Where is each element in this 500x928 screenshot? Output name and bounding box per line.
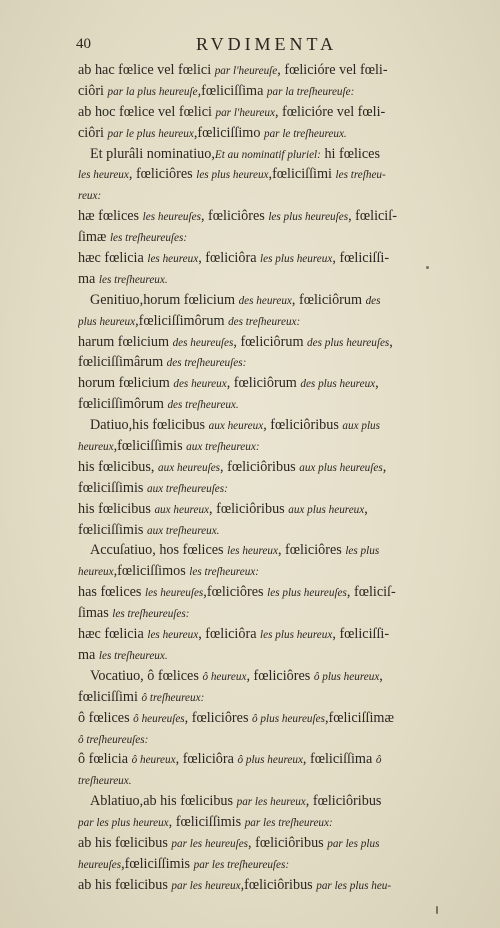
latin-text: has fœlices (78, 584, 145, 601)
french-gloss: des treſheureux. (167, 399, 239, 412)
french-gloss: ô heureux (202, 670, 247, 683)
latin-text: Vocatiuo, ô fœlices (90, 667, 203, 684)
latin-text: , fœliciſſi- (332, 626, 390, 643)
french-gloss: heureux (78, 566, 114, 579)
latin-text: ab his fœlicibus (78, 876, 172, 893)
text-line (78, 520, 474, 541)
text-line (78, 833, 474, 854)
latin-text: ſimæ (78, 229, 110, 246)
latin-text: , fœliciôres (128, 166, 197, 183)
text-line (78, 394, 474, 415)
latin-text: ,fœliciſſimi (268, 166, 336, 183)
french-gloss: par les heureux (236, 796, 306, 809)
latin-text: , fœliciôrum (291, 291, 366, 308)
french-gloss: les plus heureux (260, 629, 333, 642)
latin-text: , fœlicióre vel fœli- (277, 62, 388, 78)
latin-text: ,fœliciôres (203, 584, 268, 601)
latin-text: , fœliciſſi- (332, 250, 390, 267)
french-gloss: des treſheureux: (228, 315, 301, 328)
french-gloss: les heureux (147, 253, 199, 266)
paper-speck (436, 906, 438, 914)
french-gloss: treſheureux. (78, 775, 132, 788)
french-gloss: des plus heureuſes (307, 336, 390, 349)
latin-text: ſimas (78, 605, 113, 622)
latin-text: harum fœlicium (78, 333, 173, 350)
text-line (78, 436, 474, 457)
latin-text: Datiuo,his fœlicibus (90, 417, 209, 434)
text-line (78, 457, 474, 478)
latin-text: , (364, 500, 368, 517)
french-gloss: des heureux (238, 294, 292, 307)
text-line (78, 60, 474, 81)
latin-text: , fœliciôribus (248, 834, 328, 851)
latin-text: horum fœlicium (78, 375, 174, 392)
french-gloss: par l'heureuſe (214, 65, 278, 77)
text-line (78, 185, 474, 206)
text-line (78, 561, 474, 582)
latin-text: , fœliciôra (198, 626, 261, 643)
latin-text: ,fœliciſſimo (193, 124, 264, 141)
latin-text: fœliciſſimôrum (78, 396, 168, 413)
text-line (78, 499, 474, 520)
latin-text: ,fœliciſſimis (121, 855, 194, 872)
latin-text: ,fœliciſſimis (113, 438, 187, 455)
text-line (78, 332, 474, 353)
page-number: 40 (76, 36, 91, 52)
latin-text: , (375, 375, 379, 392)
french-gloss: aux heureux (208, 420, 264, 433)
latin-text: ciôri (78, 124, 108, 141)
french-gloss: des treſheureuſes: (166, 357, 247, 370)
french-gloss: les treſheureux: (189, 566, 259, 579)
text-line (78, 791, 474, 812)
french-gloss: heureuſes (78, 858, 122, 871)
french-gloss: aux treſheureux: (186, 441, 260, 454)
french-gloss: les plus (345, 545, 380, 558)
latin-text: , fœliciôra (175, 751, 238, 768)
latin-text: , fœliciôres (277, 542, 346, 559)
latin-text: ab hac fœlice vel fœlici (78, 62, 215, 78)
latin-text: , fœliciôribus (305, 793, 382, 810)
latin-text: , fœliciſ- (346, 584, 396, 601)
text-line (78, 269, 474, 290)
latin-text: , fœliciôres (184, 709, 253, 726)
text-line (78, 123, 474, 144)
french-gloss: ô (375, 754, 382, 767)
french-gloss: les treſheureux. (98, 649, 168, 662)
french-gloss: par la plus heureuſe (107, 85, 198, 98)
french-gloss: aux treſheureuſes: (146, 482, 228, 495)
french-gloss: les plus heureuſes (268, 211, 349, 224)
text-line (78, 311, 474, 332)
page-header (76, 34, 460, 58)
french-gloss: des plus heureux (300, 378, 376, 391)
text-line (78, 875, 474, 896)
latin-text: hæc fœlicia (78, 250, 148, 267)
text-line (78, 206, 474, 227)
latin-text: , fœlicióre vel fœli- (274, 103, 386, 120)
latin-text: , (379, 667, 383, 684)
french-gloss: ô plus heureux (313, 670, 380, 683)
text-line (78, 227, 474, 248)
latin-text: Ablatiuo,ab his fœlicibus (90, 793, 237, 810)
french-gloss: heureux (78, 441, 114, 454)
french-gloss: aux heureuſes (158, 461, 221, 474)
latin-text: fœliciſſimârum (78, 354, 167, 371)
text-line (78, 645, 474, 666)
text-line (78, 603, 474, 624)
french-gloss: par les plus heu- (316, 879, 392, 892)
french-gloss: par les plus heureux (78, 817, 169, 830)
latin-text: Et plurâli nominatiuo, (90, 145, 215, 162)
text-line (78, 144, 474, 165)
text-line (78, 770, 474, 791)
french-gloss: les treſheureuſes: (109, 232, 188, 245)
text-line (78, 666, 474, 687)
french-gloss: les plus heureuſes (267, 587, 347, 600)
latin-text: ab hoc fœlice vel fœlici (78, 103, 216, 120)
french-gloss: par les treſheureuſes: (193, 858, 290, 871)
french-gloss: par l'heureux (215, 106, 275, 119)
french-gloss: les heureuſes (144, 587, 204, 600)
french-gloss: des (365, 294, 381, 307)
latin-text: Accuſatiuo, hos fœlices (90, 542, 228, 559)
text-line (78, 415, 474, 436)
french-gloss: les heureux (78, 169, 129, 182)
text-line (78, 373, 474, 394)
text-line (78, 812, 474, 833)
latin-text: , fœliciôra (198, 250, 261, 267)
body-text (78, 60, 474, 896)
french-gloss: les treſheu- (335, 169, 386, 182)
latin-text: fœliciſſimi (78, 688, 142, 705)
french-gloss: aux plus (342, 420, 381, 433)
text-line (78, 540, 474, 561)
latin-text: Genitiuo,horum fœlicium (90, 291, 239, 308)
text-line (78, 248, 474, 269)
latin-text: ô fœlicia (78, 751, 132, 768)
latin-text: ,fœliciôribus (240, 876, 317, 893)
latin-text: , (382, 458, 387, 475)
french-gloss: ô treſheureux: (141, 691, 205, 704)
french-gloss: ô plus heureux (237, 754, 303, 767)
french-gloss: des heureuſes (172, 336, 234, 349)
latin-text: hæ fœlices (78, 208, 143, 225)
french-gloss: reux: (78, 190, 102, 203)
latin-text: , fœliciſſima (302, 751, 376, 768)
latin-text: ma (78, 646, 99, 663)
french-gloss: les heureux (227, 545, 278, 558)
french-gloss: les treſheureuſes: (112, 608, 190, 621)
french-gloss: plus heureux (78, 315, 136, 328)
french-gloss: par le treſheureux. (263, 127, 347, 140)
french-gloss: des heureux (173, 378, 227, 391)
french-gloss: par la treſheureuſe: (266, 85, 355, 98)
french-gloss: aux heureux (154, 503, 210, 516)
latin-text: , fœliciôribus (220, 458, 300, 475)
text-line (78, 582, 474, 603)
text-line (78, 478, 474, 499)
paper-speck (426, 266, 429, 269)
latin-text: , fœliciôribus (209, 500, 289, 517)
french-gloss: les heureuſes (142, 211, 201, 224)
french-gloss: par les heureux (171, 879, 241, 892)
latin-text: ma (78, 270, 99, 287)
latin-text: , fœliciſſimis (168, 814, 245, 831)
latin-text: ,fœliciſſimæ (324, 709, 394, 726)
french-gloss: par les treſheureux: (244, 817, 333, 830)
french-gloss: ô plus heureuſes (252, 712, 325, 725)
latin-text: , fœliciôres (246, 667, 314, 684)
latin-text: , fœliciſ- (348, 208, 397, 225)
text-line (78, 352, 474, 373)
text-line (78, 290, 474, 311)
text-line (78, 164, 474, 185)
latin-text: ,fœliciſſima (197, 82, 267, 99)
latin-text: his fœlicibus (78, 500, 155, 517)
running-title: RVDIMENTA (196, 34, 338, 54)
french-gloss: Et au nominatif pluriel: (214, 148, 321, 161)
french-gloss: par les plus (327, 837, 380, 850)
latin-text: ,fœliciſſimos (113, 563, 190, 580)
text-line (78, 102, 474, 123)
french-gloss: les heureux (147, 629, 199, 642)
latin-text: ciôri (78, 82, 108, 99)
latin-text: , fœliciôrum (233, 333, 308, 350)
french-gloss: aux treſheureux. (146, 524, 220, 537)
latin-text: fœliciſſimis (78, 521, 147, 538)
latin-text: hi fœlices (320, 145, 380, 162)
text-line (78, 729, 474, 750)
latin-text: , fœliciôrum (226, 375, 301, 392)
french-gloss: les treſheureux. (98, 273, 168, 286)
latin-text: hæc fœlicia (78, 626, 148, 643)
latin-text: fœliciſſimis (78, 479, 147, 496)
latin-text: ab his fœlicibus (78, 834, 172, 851)
text-line (78, 687, 474, 708)
french-gloss: ô treſheureuſes: (78, 733, 149, 746)
french-gloss: par le plus heureux (107, 127, 194, 140)
latin-text: , (389, 333, 393, 350)
text-line (78, 81, 474, 102)
latin-text: ,fœliciſſimôrum (135, 312, 229, 329)
french-gloss: aux plus heureuſes (299, 461, 383, 474)
latin-text: , fœliciôres (200, 208, 269, 225)
latin-text: his fœlicibus, (78, 458, 158, 475)
french-gloss: aux plus heureux (288, 503, 365, 516)
french-gloss: ô heureuſes (133, 712, 185, 725)
latin-text: , fœliciôribus (263, 417, 343, 434)
text-line (78, 749, 474, 770)
text-line (78, 624, 474, 645)
french-gloss: par les heureuſes (171, 837, 249, 850)
french-gloss: les plus heureux (196, 169, 269, 182)
french-gloss: les plus heureux (260, 253, 333, 266)
latin-text: ô fœlices (78, 709, 134, 726)
text-line (78, 708, 474, 729)
text-line (78, 854, 474, 875)
french-gloss: ô heureux (131, 754, 176, 767)
